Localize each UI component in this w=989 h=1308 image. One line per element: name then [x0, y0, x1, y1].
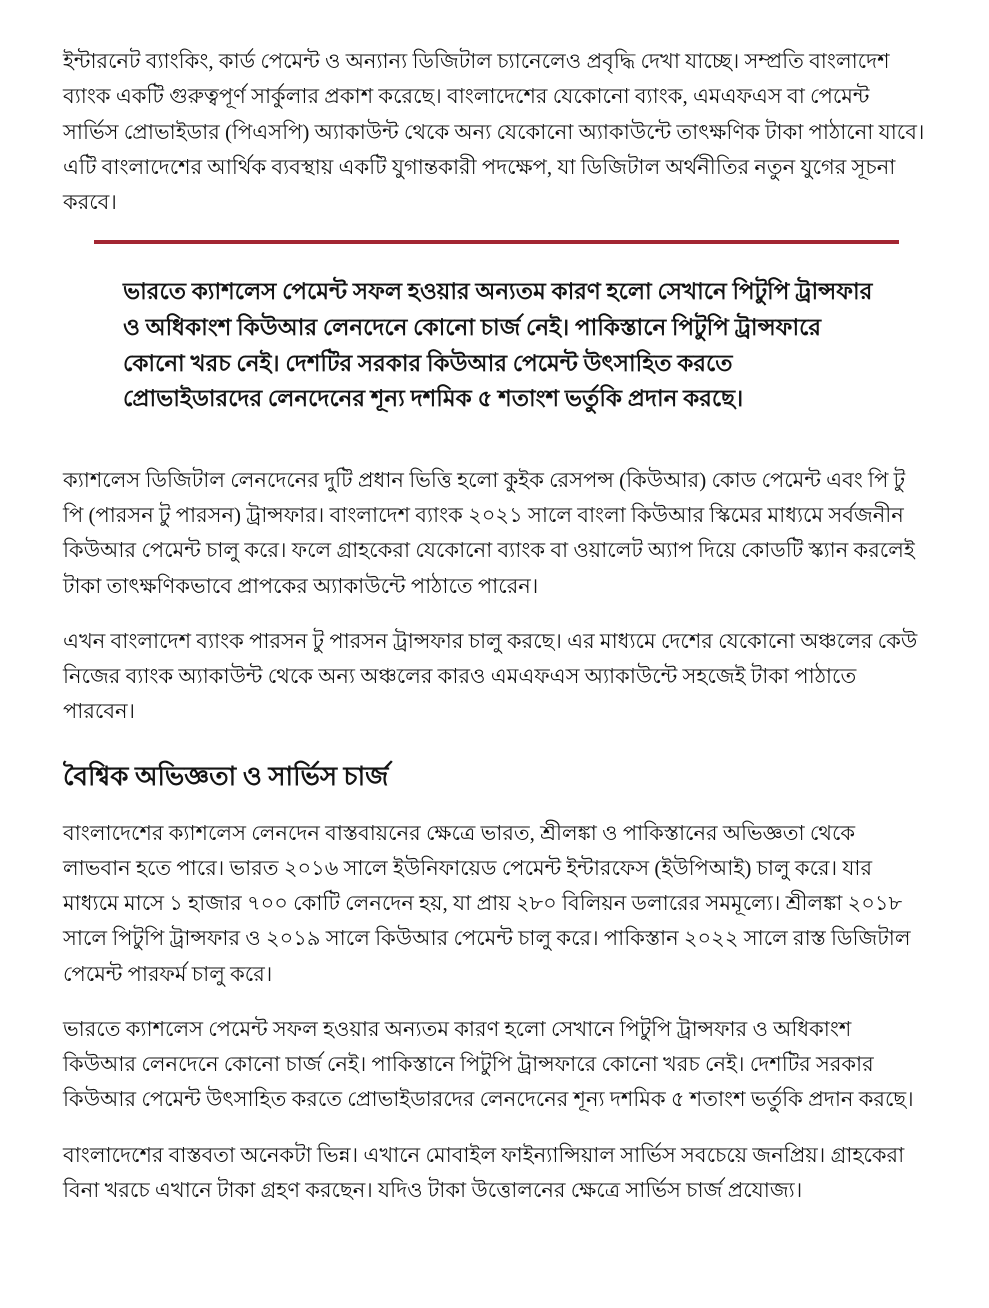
intro-paragraph: ইন্টারনেট ব্যাংকিং, কার্ড পেমেন্ট ও অন্যান্য ডিজিটাল চ্যানেলেও প্রবৃদ্ধি দেখা যাচ্ছে। সম্প্রতি বাংলাদেশ ব্যাংক একটি গুরুত্বপূর্ণ সার্কুলার প্রকাশ করেছে। বাংলাদেশের যেকোনো ব্যাংক, এমএফএস বা পেমেন্ট সার্ভিস প্রোভাইডার (পিএসপি) অ্যাকাউন্ট থেকে অন্য যেকোনো অ্যাকাউন্টে তাৎক্ষণিক টাকা পাঠানো যাবে। এটি বাংলাদেশের আর্থিক ব্যবস্থায় একটি যুগান্তকারী পদক্ষেপ, যা ডিজিটাল অর্থনীতির নতুন যুগের সূচনা করবে।: [63, 49, 925, 215]
pull-quote: ভারতে ক্যাশলেস পেমেন্ট সফল হওয়ার অন্যতম কারণ হলো সেখানে পিটুপি ট্রান্সফার ও অধিকাংশ কিউআর লেনদেনে কোনো চার্জ নেই। পাকিস্তানে পিটুপি ট্রান্সফারে কোনো খরচ নেই। দেশটির সরকার কিউআর পেমেন্ট উৎসাহিত করতে প্রোভাইডারদের লেনদেনের শূন্য দশমিক ৫ শতাংশ ভর্তুকি প্রদান করছে।: [123, 279, 873, 412]
paragraph-charges-comparison: ভারতে ক্যাশলেস পেমেন্ট সফল হওয়ার অন্যতম কারণ হলো সেখানে পিটুপি ট্রান্সফার ও অধিকাংশ কিউআর লেনদেনে কোনো চার্জ নেই। পাকিস্তানে পিটুপি ট্রান্সফারে কোনো খরচ নেই। দেশটির সরকার কিউআর পেমেন্ট উৎসাহিত করতে প্রোভাইডারদের লেনদেনের শূন্য দশমিক ৫ শতাংশ ভর্তুকি প্রদান করছে।: [63, 1016, 914, 1112]
paragraph-global-experience: বাংলাদেশের ক্যাশলেস লেনদেন বাস্তবায়নের ক্ষেত্রে ভারত, শ্রীলঙ্কা ও পাকিস্তানের অভিজ্ঞতা থেকে লাভবান হতে পারে। ভারত ২০১৬ সালে ইউনিফায়েড পেমেন্ট ইন্টারফেস (ইউপিআই) চালু করে। যার মাধ্যমে মাসে ১ হাজার ৭০০ কোটি লেনদেন হয়, যা প্রায় ২৮০ বিলিয়ন ডলারের সমমূল্যে। শ্রীলঙ্কা ২০১৮ সালে পিটুপি ট্রান্সফার ও ২০১৯ সালে কিউআর পেমেন্ট চালু করে। পাকিস্তান ২০২২ সালে রাস্ত ডিজিটাল পেমেন্ট পারফর্ম চালু করে।: [63, 820, 911, 986]
paragraph-bangladesh-reality: বাংলাদেশের বাস্তবতা অনেকটা ভিন্ন। এখানে মোবাইল ফাইন্যান্সিয়াল সার্ভিস সবচেয়ে জনপ্রিয়। গ্রাহকেরা বিনা খরচে এখানে টাকা গ্রহণ করছেন। যদিও টাকা উত্তোলনের ক্ষেত্রে সার্ভিস চার্জ প্রযোজ্য।: [63, 1142, 905, 1202]
paragraph-p2p-launch: এখন বাংলাদেশ ব্যাংক পারসন টু পারসন ট্রান্সফার চালু করছে। এর মাধ্যমে দেশের যেকোনো অঞ্চলের কেউ নিজের ব্যাংক অ্যাকাউন্ট থেকে অন্য অঞ্চলের কারও এমএফএস অ্যাকাউন্টে সহজেই টাকা পাঠাতে পারবেন।: [63, 628, 918, 724]
paragraph-qr-basics: ক্যাশলেস ডিজিটাল লেনদেনের দুটি প্রধান ভিত্তি হলো কুইক রেসপন্স (কিউআর) কোড পেমেন্ট এবং পি টু পি (পারসন টু পারসন) ট্রান্সফার। বাংলাদেশ ব্যাংক ২০২১ সালে বাংলা কিউআর স্কিমের মাধ্যমে সর্বজনীন কিউআর পেমেন্ট চালু করে। ফলে গ্রাহকেরা যেকোনো ব্যাংক বা ওয়ালেট অ্যাপ দিয়ে কোডটি স্ক্যান করলেই টাকা তাৎক্ষণিকভাবে প্রাপকের অ্যাকাউন্টে পাঠাতে পারেন।: [63, 467, 915, 598]
section-heading-global-experience: বৈশ্বিক অভিজ্ঞতা ও সার্ভিস চার্জ: [63, 761, 389, 791]
red-divider-rule: [94, 240, 899, 244]
